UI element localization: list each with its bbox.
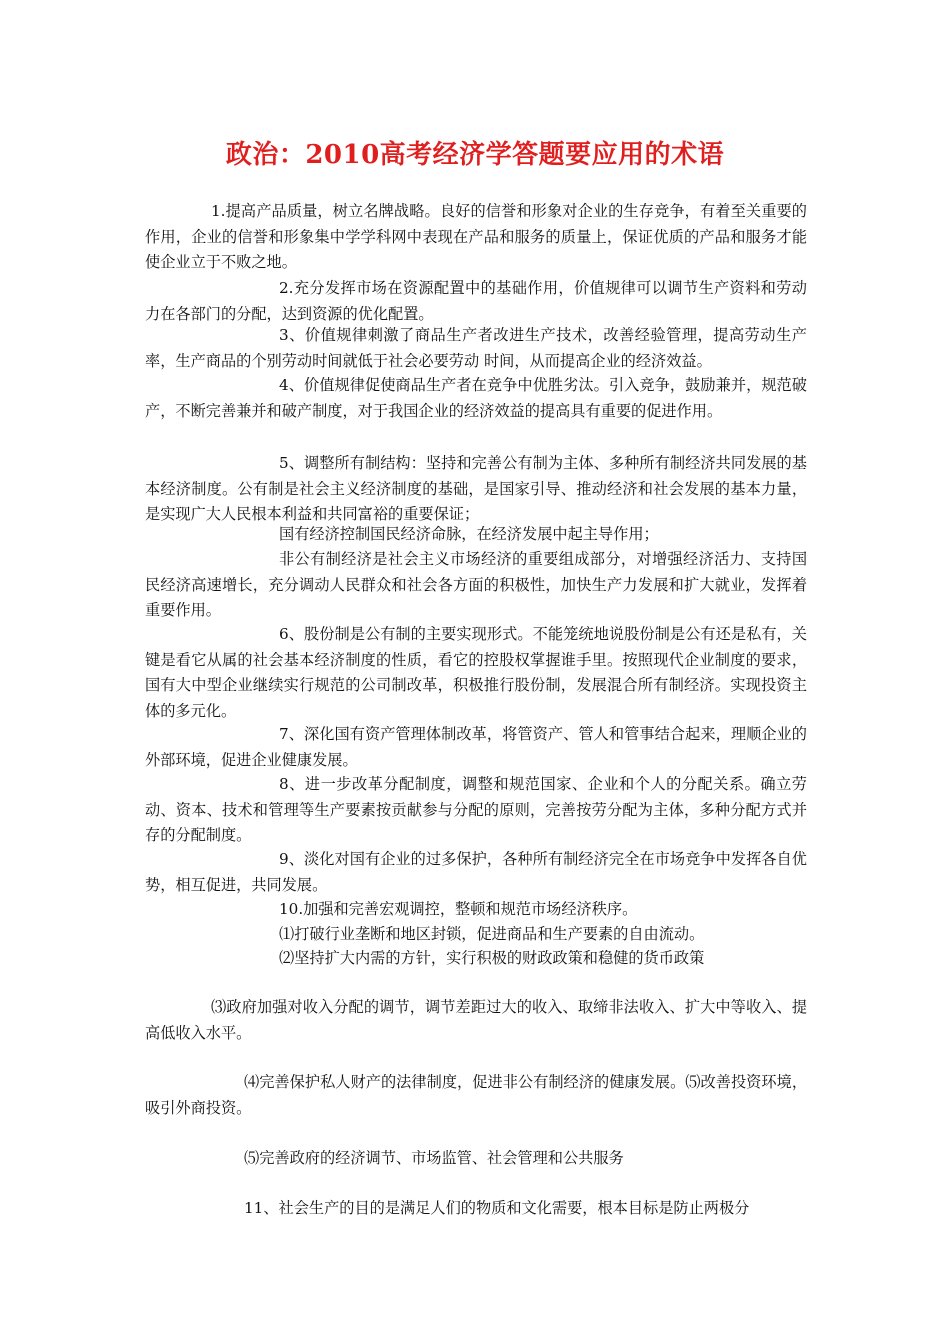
paragraph-7: 7、深化国有资产管理体制改革，将管资产、管人和管事结合起来，理顺企业的外部环境，促进企业健康发展。 <box>145 725 807 769</box>
paragraph-5b: 非公有制经济是社会主义市场经济的重要组成部分，对增强经济活力、支持国民经济高速增长，充分调动人民群众和社会各方面的积极性，加快生产力发展和扩大就业，发挥着重要作用。 <box>145 550 807 619</box>
document-title: 政治：2010高考经济学答题要应用的术语 <box>225 140 725 170</box>
paragraph-2: 2.充分发挥市场在资源配置中的基础作用，价值规律可以调节生产资料和劳动力在各部门的分配，达到资源的优化配置。 <box>145 279 807 323</box>
paragraph-5a: 国有经济控制国民经济命脉，在经济发展中起主导作用； <box>279 525 659 543</box>
paragraph-10-2: ⑵坚持扩大内需的方针，实行积极的财政政策和稳健的货币政策 <box>279 949 705 967</box>
paragraph-10-1: ⑴打破行业垄断和地区封锁，促进商品和生产要素的自由流动。 <box>279 925 705 943</box>
paragraph-10: 10.加强和完善宏观调控，整顿和规范市场经济秩序。 <box>279 900 638 918</box>
paragraph-4: 4、价值规律促使商品生产者在竞争中优胜劣汰。引入竞争，鼓励兼并，规范破产，不断完善兼并和破产制度，对于我国企业的经济效益的提高具有重要的促进作用。 <box>145 376 807 420</box>
paragraph-10-5: ⑸完善政府的经济调节、市场监管、社会管理和公共服务 <box>244 1149 624 1167</box>
paragraph-6: 6、股份制是公有制的主要实现形式。不能笼统地说股份制是公有还是私有，关键是看它从属的社会基本经济制度的性质，看它的控股权掌握谁手里。按照现代企业制度的要求，国有大中型企业继续实行规范的公司制改革，积极推行股份制，发展混合所有制经济。实现投资主体的多元化。 <box>145 625 807 720</box>
paragraph-10-3: ⑶政府加强对收入分配的调节，调节差距过大的收入、取缔非法收入、扩大中等收入、提高低收入水平。 <box>145 998 807 1042</box>
paragraph-3: 3、价值规律刺激了商品生产者改进生产技术，改善经验管理，提高劳动生产率，生产商品的个别劳动时间就低于社会必要劳动 时间，从而提高企业的经济效益。 <box>145 326 807 370</box>
paragraph-8: 8、进一步改革分配制度，调整和规范国家、企业和个人的分配关系。确立劳动、资本、技术和管理等生产要素按贡献参与分配的原则，完善按劳分配为主体，多种分配方式并存的分配制度。 <box>145 775 807 844</box>
paragraph-10-4: ⑷完善保护私人财产的法律制度，促进非公有制经济的健康发展。⑸改善投资环境，吸引外商投资。 <box>145 1073 807 1117</box>
paragraph-11: 11、社会生产的目的是满足人们的物质和文化需要，根本目标是防止两极分 <box>244 1199 750 1217</box>
paragraph-1: 1.提高产品质量，树立名牌战略。良好的信誉和形象对企业的生存竞争，有着至关重要的作用，企业的信誉和形象集中学学科网中表现在产品和服务的质量上，保证优质的产品和服务才能使企业立于不败之地。 <box>145 202 807 271</box>
paragraph-5: 5、调整所有制结构：坚持和完善公有制为主体、多种所有制经济共同发展的基本经济制度。公有制是社会主义经济制度的基础，是国家引导、推动经济和社会发展的基本力量，是实现广大人民根本利益和共同富裕的重要保证； <box>145 454 807 523</box>
paragraph-9: 9、淡化对国有企业的过多保护，各种所有制经济完全在市场竞争中发挥各自优势，相互促进，共同发展。 <box>145 850 807 894</box>
